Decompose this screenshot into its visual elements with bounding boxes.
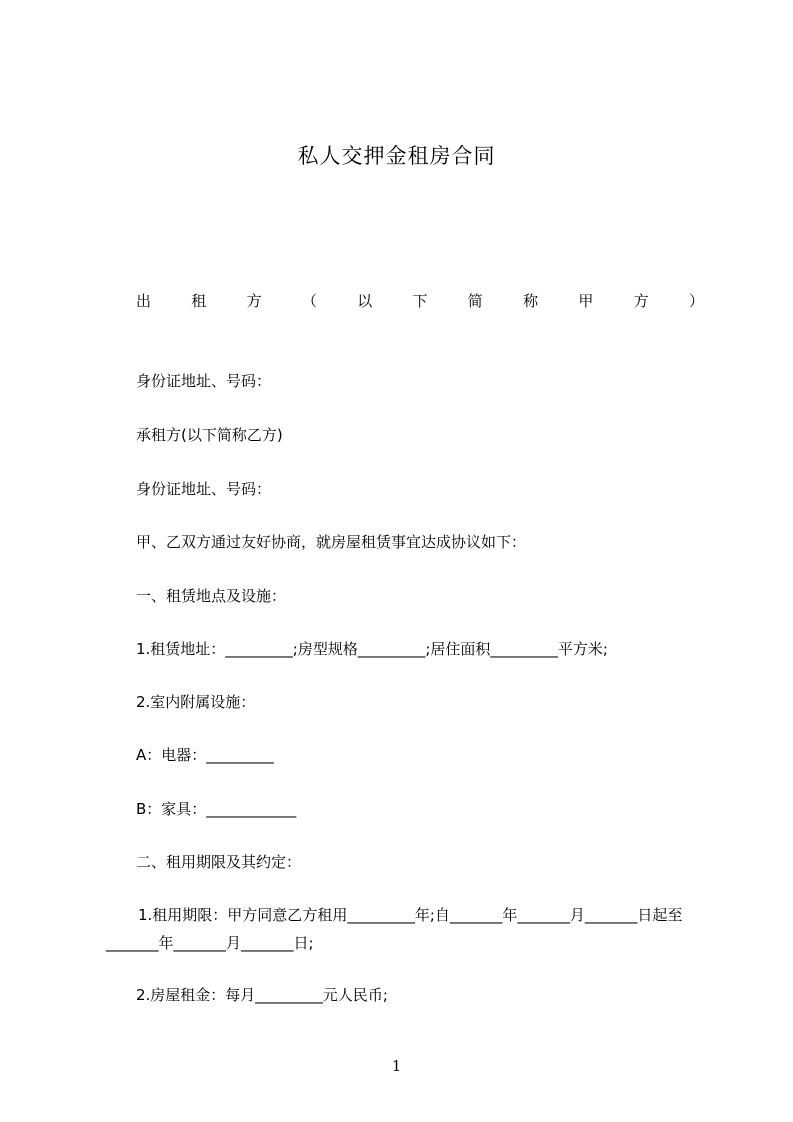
agreement-intro: 甲、乙双方通过友好协商，就房屋租赁事宜达成协议如下： xyxy=(136,533,527,551)
lessor-char: 以 xyxy=(357,292,373,310)
clause-term: 1.租用期限：甲方同意乙方租用_________年;自_______年_______月_______日起至_______年_______月_______日; xyxy=(106,906,683,952)
clause-facilities: 2.室内附属设施： xyxy=(136,693,256,711)
clause-appliances: A：电器：_________ xyxy=(136,746,274,764)
lessee-id-address: 身份证地址、号码： xyxy=(136,480,272,498)
clause-furniture: B：家具：____________ xyxy=(136,800,297,818)
lessor-char: 下 xyxy=(412,292,428,310)
lessor-char: 租 xyxy=(191,292,207,310)
lessor-char: 甲 xyxy=(578,292,594,310)
page-number: 1 xyxy=(391,1057,402,1075)
lessor-char: 称 xyxy=(523,292,539,310)
lessor-char: ） xyxy=(688,292,704,310)
clause-rent: 2.房屋租金：每月_________元人民币; xyxy=(136,986,388,1004)
lessor-char: 方 xyxy=(246,292,262,310)
document-title: 私人交押金租房合同 xyxy=(297,144,496,168)
lessor-id-address: 身份证地址、号码： xyxy=(136,372,272,390)
lessor-char: （ xyxy=(301,292,317,310)
clause-address: 1.租赁地址：_________;房型规格_________;居住面积_________平方米; xyxy=(136,640,608,658)
lessor-char: 方 xyxy=(633,292,649,310)
lessor-line xyxy=(136,289,704,313)
lessor-char: 出 xyxy=(136,292,152,310)
section-heading-term: 二、租用期限及其约定： xyxy=(136,853,302,871)
lessee-line: 承租方(以下简称乙方) xyxy=(136,426,283,444)
lessor-char: 简 xyxy=(467,292,483,310)
section-heading-location: 一、租赁地点及设施： xyxy=(136,587,287,605)
